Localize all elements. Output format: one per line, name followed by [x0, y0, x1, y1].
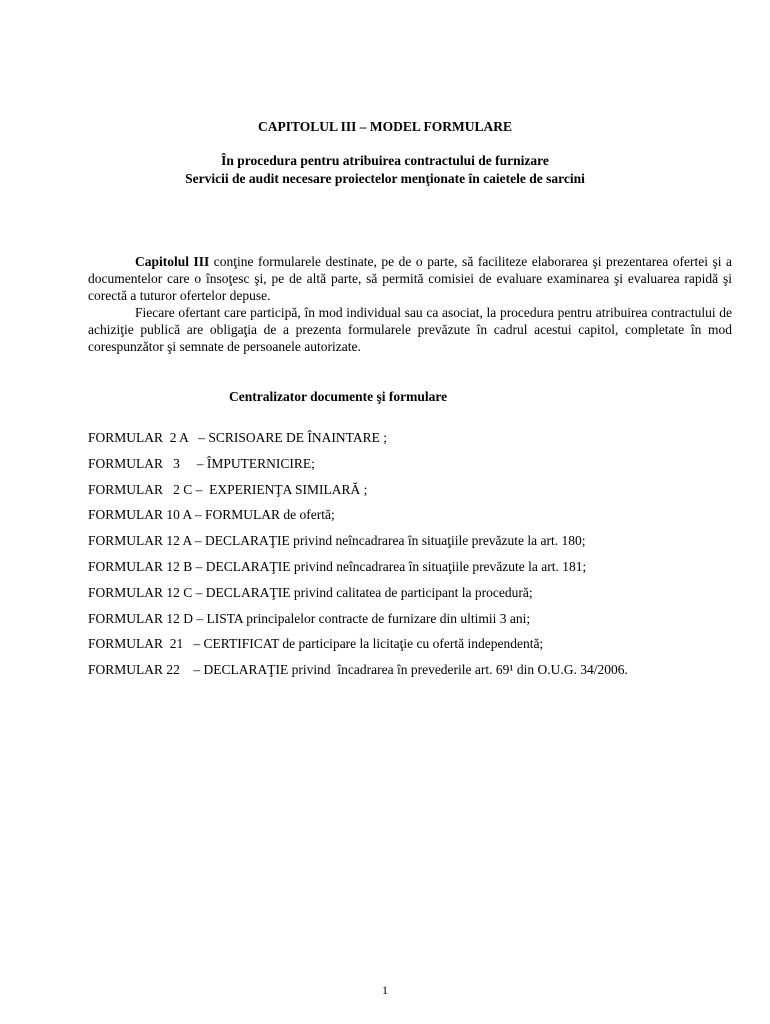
form-list-item: FORMULAR 12 B – DECLARAŢIE privind neîncadrarea în situaţiile prevăzute la art. 181;	[88, 558, 587, 574]
form-list-item: FORMULAR 12 D – LISTA principalelor contracte de furnizare din ultimii 3 ani;	[88, 610, 531, 626]
form-list-item: FORMULAR 21 – CERTIFICAT de participare la licitaţie cu ofertă independentă;	[88, 636, 544, 652]
procedure-subtitle: În procedura pentru atribuirea contractului de furnizare	[221, 153, 549, 168]
intro-text	[88, 253, 732, 355]
intro-paragraph-1	[88, 253, 732, 304]
form-list-item: FORMULAR 2 A – SCRISOARE DE ÎNAINTARE ;	[88, 430, 387, 445]
intro-paragraph-1-text: conţine formularele destinate, pe de o parte, să faciliteze elaborarea şi prezentarea ofertei şi a documentelor care o însoţesc şi, pe de altă parte, să permită comisiei de evaluare examinarea şi evaluarea rapidă şi corectă a tuturor ofertelor depuse.	[88, 254, 732, 303]
page-number: 1	[382, 983, 388, 997]
intro-paragraph-2: Fiecare ofertant care participă, în mod individual sau ca asociat, la procedura pentru atribuirea contractului de achiziţie publică are obligaţia de a prezenta formularele prevăzute în cadrul acestui capitol, completate în mod corespunzător şi semnate de persoanele autorizate.	[88, 305, 732, 354]
chapter-reference: Capitolul III	[135, 254, 210, 269]
chapter-title: CAPITOLUL III – MODEL FORMULARE	[257, 119, 513, 134]
form-list-item: FORMULAR 12 C – DECLARAŢIE privind calitatea de participant la procedură;	[88, 584, 533, 600]
form-list-item: FORMULAR 2 C – EXPERIENŢA SIMILARĂ ;	[88, 481, 368, 497]
form-list-item: FORMULAR 3 – ÎMPUTERNICIRE;	[88, 455, 315, 471]
form-list	[88, 430, 628, 688]
form-list-item: FORMULAR 22 – DECLARAŢIE privind încadrarea în prevederile art. 69¹ din O.U.G. 34/2006.	[88, 662, 628, 678]
form-list-item: FORMULAR 12 A – DECLARAŢIE privind neîncadrarea în situaţiile prevăzute la art. 180;	[88, 533, 586, 549]
services-subtitle: Servicii de audit necesare proiectelor menţionate în caietele de sarcini	[185, 171, 585, 186]
form-list-item: FORMULAR 10 A – FORMULAR de ofertă;	[88, 507, 335, 523]
centralizer-title: Centralizator documente şi formulare	[229, 389, 448, 404]
